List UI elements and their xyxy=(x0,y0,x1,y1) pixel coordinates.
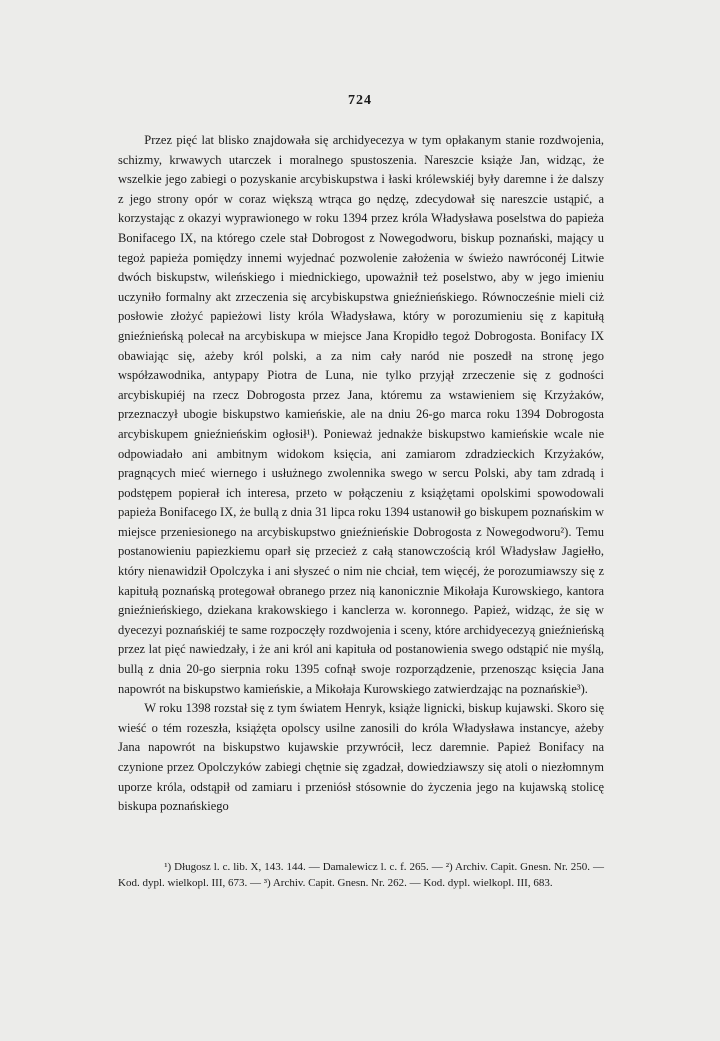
paragraph-1: Przez pięć lat blisko znajdowała się archidyecezya w tym opłakanym stanie rozdwojenia, schizmy, krwawych utarczek i moralnego spustoszenia. Nareszcie książe Jan, widząc, że wszelkie jego zabiegi o pozyskanie arcybiskupstwa i łaski królewskiéj były daremne i że dalszy z jego strony opór w coraz większą wtrąca go nędzę, zdecydował się nareszcie ustąpić, a korzystając z okazyi wyprawionego w roku 1394 przez króla Władysława poselstwa do papieża Bonifacego IX, na którego czele stał Dobrogost z Nowegodworu, biskup poznański, mający u tegoż papieża pomiędzy innemi wyjednać pozwolenie założenia w świeżo nawróconéj Litwie dwóch biskupstw, wileńskiego i miednickiego, upoważnił też poselstwo, aby w jego imieniu uczyniło formalny akt zrzeczenia się arcybiskupstwa gnieźnieńskiego. Równocześnie mieli ciż posłowie złożyć papieżowi listy króla Władysława, który w porozumieniu się z kapitułą gnieźnieńską polecał na arcybiskupa w miejsce Jana Kropidło tegoż Dobrogosta. Bonifacy IX obawiając się, ażeby król polski, a za nim cały naród nie poszedł na stronę jego współzawodnika, antypapy Piotra de Luna, nie tylko przyjął zrzeczenie się z godności arcybiskupiéj na rzecz Dobrogosta przez Jana, któremu za wstawieniem się Krzyżaków, przeznaczył ubogie biskupstwo kamieńskie, ale na dniu 26-go marca roku 1394 Dobrogosta arcybiskupem gnieźnieńskim ogłosił¹). Ponieważ jednakże biskupstwo kamieńskie wcale nie odpowiadało ani ambitnym widokom księcia, ani zamiarom zdradzieckich Krzyżaków, pragnących mieć wiernego i usłużnego zwolennika swego w sercu Polski, aby tam zdradą i podstępem popierał ich interesa, przeto w połączeniu z książętami opolskimi spowodowali papieża Bonifacego IX, że bullą z dnia 31 lipca roku 1394 ustanowił go biskupem poznańskim w miejsce przeniesionego na arcybiskupstwo gnieźnieńskie Dobrogosta z Nowegodworu²). Temu postanowieniu papiezkiemu oparł się przecież z całą stanowczością król Władysław Jagiełło, który nienawidził Opolczyka i ani słyszeć o nim nie chciał, tem więcéj, że porozumiawszy się z kapitułą poznańską protegował obranego przez nią kanonicznie Mikołaja Kurowskiego, kantora gnieźnieńskiego, dziekana krakowskiego i kanclerza w. koronnego. Papież, widząc, że się w dyecezyi poznańskiéj te same rozpoczęły rozdwojenia i sceny, które archidyecezyą gnieźnieńską przez lat pięć nawiedzały, i że ani król ani kapituła od postanowienia swego odstąpić nie myślą, bullą z dnia 20-go sierpnia roku 1395 cofnął swoje rozporządzenie, przenosząc księcia Jana napowrót na biskupstwo kamieńskie, a Mikołaja Kurowskiego zatwierdzając na poznańskie³). xyxy=(118,133,604,696)
paragraph-2: W roku 1398 rozstał się z tym światem Henryk, książe lignicki, biskup kujawski. Skoro się wieść o tém rozeszła, książęta opolscy usilne zanosili do króla Władysława instancye, ażeby Jana napowrót na biskupstwo kujawskie przywrócił, lecz daremnie. Papież Bonifacy na czynione przez Opolczyków zabiegi chętnie się zgadzał, dowiedziawszy się atoli o niezłomnym uporze króla, odstąpił od zamiaru i przeniósł stósownie do życzenia jego na kujawską stolicę biskupa poznańskiego xyxy=(118,701,604,814)
footnote-block: ¹) Długosz l. c. lib. X, 143. 144. — Damalewicz l. c. f. 265. — ²) Archiv. Capit. Gnesn. Nr. 250. — Kod. dypl. wielkopl. III, 673. — ³) Archiv. Capit. Gnesn. Nr. 262. — Kod. dypl. wielkopl. III, 683. xyxy=(118,861,604,889)
page-number: 724 xyxy=(348,93,372,108)
body-text xyxy=(118,131,604,817)
footnotes xyxy=(118,860,604,891)
